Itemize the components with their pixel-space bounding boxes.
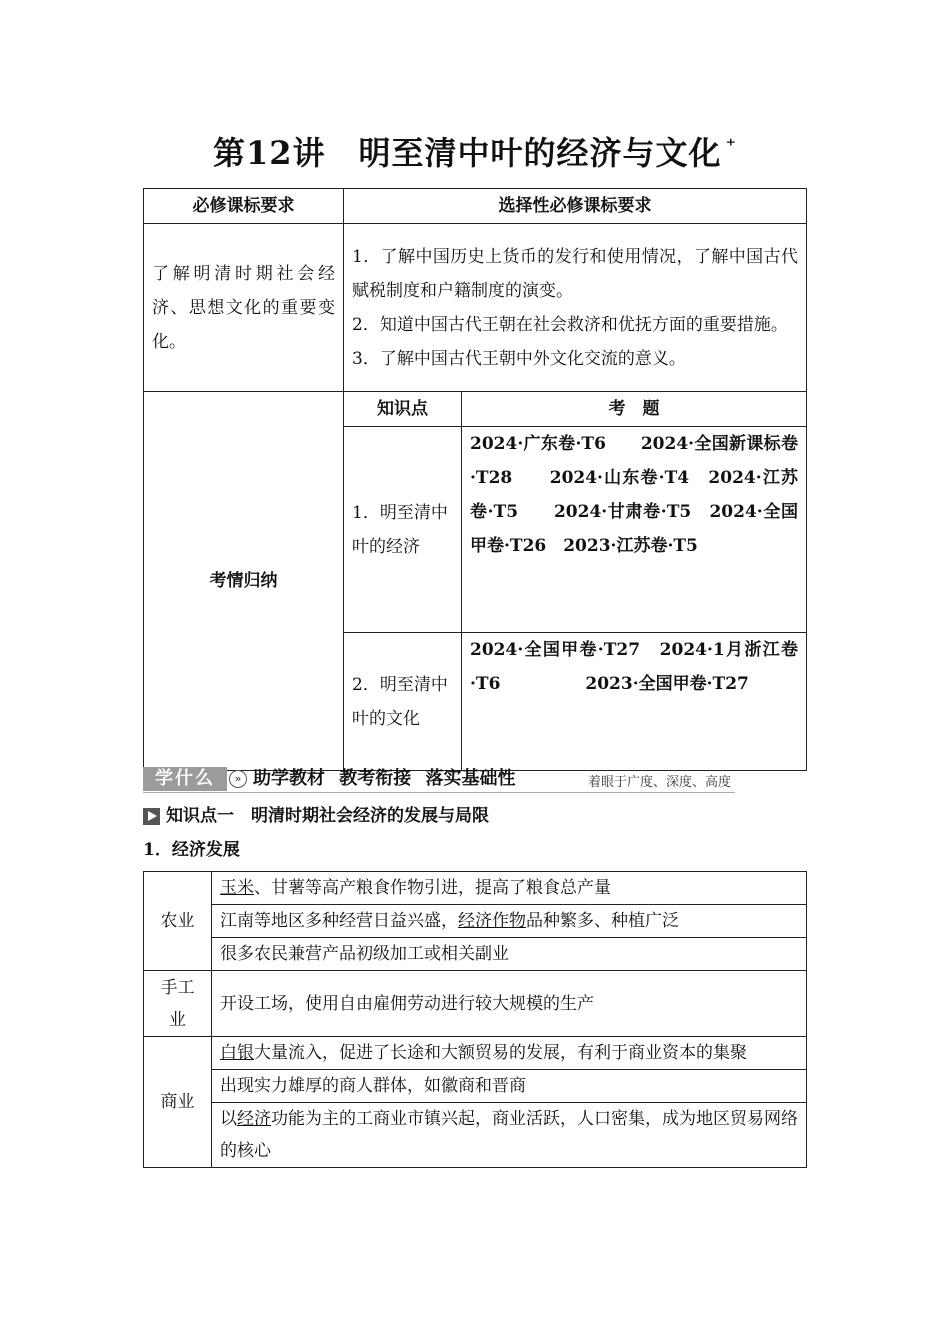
table-row: 出现实力雄厚的商人群体，如徽商和晋商	[212, 1070, 807, 1103]
sector-handicraft: 手工业	[144, 971, 212, 1037]
table-row: 很多农民兼营产品初级加工或相关副业	[212, 938, 807, 971]
exam-header: 考 题	[462, 392, 807, 427]
table-row: 玉米、甘薯等高产粮食作物引进，提高了粮食总产量	[212, 872, 807, 905]
table-row: 白银大量流入，促进了长途和大额贸易的发展，有利于商业资本的集聚	[212, 1037, 807, 1070]
play-icon	[143, 808, 160, 825]
banner-tag: 学什么	[143, 767, 227, 791]
chevron-right-icon: »	[229, 770, 247, 788]
section-heading: 1．经济发展	[143, 840, 240, 860]
section-banner	[143, 765, 735, 793]
curriculum-requirements-table	[143, 188, 807, 771]
exam-list-2: 2024·全国甲卷·T27 2024·1月浙江卷·T6 2023·全国甲卷·T27	[462, 633, 807, 771]
exam-summary-label: 考情归纳	[144, 392, 344, 771]
table-row: 开设工场，使用自由雇佣劳动进行较大规模的生产	[212, 971, 807, 1037]
economic-development-table	[143, 871, 807, 1168]
elective-item: 2．知道中国古代王朝在社会救济和优抚方面的重要措施。	[352, 314, 788, 335]
title-mark: ⁺	[725, 133, 738, 158]
compulsory-requirement: 了解明清时期社会经济、思想文化的重要变化。	[144, 224, 344, 392]
banner-slogan: 助学教材 教考衔接 落实基础性	[253, 768, 516, 789]
col2-header: 选择性必修课标要求	[344, 189, 807, 224]
kp-header: 知识点	[344, 392, 462, 427]
sector-agriculture: 农业	[144, 872, 212, 971]
page-title: 第12讲 明至清中叶的经济与文化 ⁺	[212, 133, 738, 172]
table-row: 江南等地区多种经营日益兴盛，经济作物品种繁多、种植广泛	[212, 905, 807, 938]
elective-item: 1．了解中国历史上货币的发行和使用情况，了解中国古代赋税制度和户籍制度的演变。	[352, 246, 798, 301]
banner-subtitle: 着眼于广度、深度、高度	[587, 775, 731, 790]
sector-commerce: 商业	[144, 1037, 212, 1168]
knowledge-point-1: 1．明至清中叶的经济	[344, 427, 462, 633]
knowledge-point-heading: 知识点一 明清时期社会经济的发展与局限	[143, 804, 489, 828]
banner-divider	[143, 792, 735, 793]
knowledge-point-2: 2．明至清中叶的文化	[344, 633, 462, 771]
table-row: 以经济功能为主的工商业市镇兴起，商业活跃，人口密集，成为地区贸易网络的核心	[212, 1103, 807, 1168]
exam-list-1: 2024·广东卷·T6 2024·全国新课标卷·T28 2024·山东卷·T4 2024·江苏卷·T5 2024·甘肃卷·T5 2024·全国甲卷·T26 2023·江苏卷·T5	[462, 427, 807, 633]
elective-item: 3．了解中国古代王朝中外文化交流的意义。	[352, 348, 686, 369]
elective-requirements	[344, 224, 807, 392]
col1-header: 必修课标要求	[144, 189, 344, 224]
